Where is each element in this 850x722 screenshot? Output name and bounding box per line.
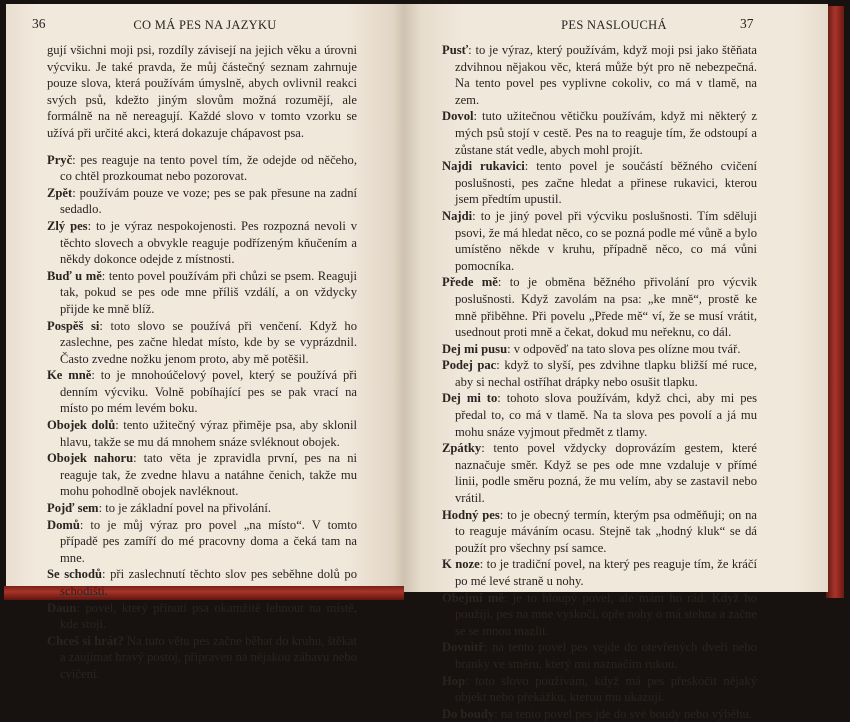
entry-separator: : xyxy=(87,218,96,233)
glossary-entry xyxy=(47,417,357,450)
entry-definition: tento povel je součástí běžného cvičení poslušnosti, pes začne hledat a přinese rukavici, kterou jsem předtím upustil. xyxy=(455,159,757,207)
glossary-entry xyxy=(47,268,357,318)
entry-term: Hop xyxy=(442,673,466,688)
entry-definition: toto slovo se používá při venčení. Když ho zaslechne, pes začne hledat místo, kde by se vyprázdnil. Často zvedne nožku jenom proto, aby mě potěšil. xyxy=(60,318,357,366)
entry-definition: tuto užitečnou větičku používám, když mi některý z mých psů stojí v cestě. Pes na to reaguje tím, že odstoupí a zůstane stát vedle, abych mohl projít. xyxy=(455,109,757,157)
entry-term: Hodný pes xyxy=(442,507,500,522)
entry-definition: na tento povel pes jde do své boudy nebo výběhu. xyxy=(500,706,752,721)
glossary-entry xyxy=(47,600,357,633)
glossary-entry xyxy=(442,507,757,557)
entry-definition: to je tradiční povel, na který pes reaguje tím, že kráčí po mé levé straně u nohy. xyxy=(455,557,757,588)
glossary-list xyxy=(47,152,357,683)
entry-definition: toto slovo používám, když má pes přeskočit nějaký objekt nebo překážku, kterou mu ukazuji. xyxy=(455,673,757,705)
entry-separator: : xyxy=(115,418,124,433)
glossary-entry xyxy=(47,500,357,517)
entry-separator: : xyxy=(102,567,111,582)
glossary-entry xyxy=(47,185,357,218)
entry-term: Zpět xyxy=(47,185,73,200)
entry-definition: tento užitečný výraz přiměje psa, aby sklonil hlavu, takže se mu dá mnohem snáze svléknout obojek. xyxy=(60,418,357,449)
entry-separator: : xyxy=(507,341,514,356)
glossary-entry xyxy=(442,108,757,158)
entry-definition: to je základní povel na přivolání. xyxy=(105,501,271,516)
entry-term: Obojek nahoru xyxy=(47,451,134,466)
entry-separator: : xyxy=(503,590,513,605)
entry-separator: : xyxy=(481,441,494,456)
entry-term: Podej pac xyxy=(442,358,497,373)
entry-term: Najdi xyxy=(442,208,473,223)
running-head: CO MÁ PES NA JAZYKU xyxy=(133,18,277,32)
entry-separator: : xyxy=(473,109,483,124)
entry-term: Se schodů xyxy=(47,567,102,582)
entry-definition: to je jiný povel při výcviku poslušnosti. Tím sděluji psovi, že má hledat něco, co se pozná podle mé vůně a bylo umístěno někde v kruhu, případně něco, co má vůni pomocníka. xyxy=(455,208,757,273)
glossary-entry xyxy=(442,341,757,358)
entry-term: Daun xyxy=(47,600,77,615)
entry-definition: to je obměna běžného přivolání pro výcvik poslušnosti. Když zavolám na psa: „ke mně“, prostě ke mně přiběhne. Při povelu „Přede mě“ ví, že se musí vrátit, usednout proti mně a čekat, dokud mu neřeknu, co dál. xyxy=(455,275,757,340)
entry-definition: v odpověď na tato slova pes olízne mou tvář. xyxy=(513,341,741,356)
entry-separator: : xyxy=(524,159,537,174)
running-head: PES NASLOUCHÁ xyxy=(561,18,667,32)
entry-term: Do boudy xyxy=(442,706,495,721)
page-body xyxy=(47,42,357,683)
entry-term: Chceš si hrát? xyxy=(47,633,124,648)
glossary-entry xyxy=(442,158,757,208)
glossary-entry xyxy=(47,517,357,567)
glossary-list xyxy=(442,42,757,722)
entry-term: Buď u mě xyxy=(47,268,102,283)
entry-separator: : xyxy=(465,673,476,688)
glossary-entry xyxy=(47,318,357,368)
entry-separator: : xyxy=(479,557,487,572)
glossary-entry xyxy=(47,218,357,268)
entry-separator: : xyxy=(483,640,493,655)
entry-definition: používám pouze ve voze; pes se pak přesune na zadní sedadlo. xyxy=(60,185,358,217)
glossary-entry xyxy=(442,706,757,722)
entry-definition: Na tuto větu pes začne běhat do kruhu, štěkat a zaujímat hravý postoj, připraven na nějakou zábavu nebo cvičení. xyxy=(60,633,357,681)
entry-separator: : xyxy=(472,208,481,223)
glossary-entry xyxy=(442,590,757,640)
glossary-entry xyxy=(442,673,757,706)
entry-separator: : xyxy=(497,391,507,406)
glossary-entry xyxy=(442,639,757,672)
glossary-entry xyxy=(47,633,357,683)
entry-separator: : xyxy=(76,600,86,615)
left-page xyxy=(6,4,404,681)
glossary-entry xyxy=(442,556,757,589)
entry-term: Pryč xyxy=(47,152,73,167)
entry-term: Zpátky xyxy=(442,441,482,456)
entry-definition: je to hloupý povel, ale mám ho rád. Když ho použiji, pes na mne vyskočí, opře nohy o má stehna a začne se se mnou mazlit. xyxy=(455,590,757,638)
glossary-entry xyxy=(442,274,757,340)
entry-definition: když to slyší, pes zdvihne tlapku bližší mé ruce, aby si nechal ostříhat drápky nebo osušit tlapku. xyxy=(455,358,757,389)
entry-separator: : xyxy=(468,43,476,57)
entry-term: Ke mně xyxy=(47,368,92,383)
entry-term: K noze xyxy=(442,557,480,572)
entry-separator: : xyxy=(72,152,81,167)
entry-definition: na tento povel pes vejde do otevřených dveří nebo branky ve směru, který mu naznačím rukou. xyxy=(455,640,757,671)
entry-separator: : xyxy=(496,358,505,373)
entry-separator: : xyxy=(494,706,501,721)
entry-term: Pospěš si xyxy=(47,318,100,333)
entry-separator: : xyxy=(101,268,109,283)
entry-definition: tento povel používám při chůzi se psem. Reaguji tak, pokud se pes ode mne příliš vzdálí, a on vždycky přijde ke mně blíž. xyxy=(60,268,357,316)
entry-separator: : xyxy=(497,275,510,290)
glossary-entry xyxy=(442,208,757,274)
glossary-entry xyxy=(47,450,357,500)
glossary-entry xyxy=(442,42,757,108)
entry-separator: : xyxy=(99,318,111,333)
entry-separator: : xyxy=(79,517,91,532)
entry-separator: : xyxy=(72,185,80,200)
glossary-entry xyxy=(442,357,757,390)
page-number: 36 xyxy=(32,16,46,31)
entry-definition: tohoto slova používám, když chci, aby mi pes předal to, co má v tlamě. Na ta slova pes povolí a já mu mohu snáze vyjmout předmět z tlamy. xyxy=(455,391,757,439)
glossary-entry xyxy=(47,367,357,417)
entry-separator: : xyxy=(91,368,101,383)
entry-term: Pusť xyxy=(442,43,469,57)
glossary-entry xyxy=(47,152,357,185)
book-cover-edge-right xyxy=(826,6,844,598)
entry-definition: to je mnohoúčelový povel, který se používá při denním výcviku. Volně pobíhající pes se pak vrací na místo po mém levém boku. xyxy=(60,368,358,416)
entry-definition: to je výraz, který používám, když moji psi jako štěňata zdvihnou nějakou věc, která může být pro ně nebezpečná. Na tento povel pes vyplivne cokoliv, co má v tlamě, na zem. xyxy=(455,43,758,107)
entry-term: Dej mi to xyxy=(442,391,498,406)
entry-definition: to je výraz nespokojenosti. Pes rozpozná nevoli v těchto slovech a obvykle reaguje podřízeným kňučením a někdy dokonce odejde z místnosti. xyxy=(60,218,357,267)
glossary-entry xyxy=(442,390,757,440)
right-page xyxy=(404,4,828,721)
entry-definition: tato věta je zpravidla první, pes na ni reaguje tak, že zvedne hlavu a natáhne čenich, takže mu mohu pohodlně obojek navléknout. xyxy=(60,451,357,499)
entry-definition: při zaslechnutí těchto slov pes seběhne dolů po schodišti. xyxy=(60,567,357,598)
entry-term: Obejmi mě xyxy=(442,590,504,605)
entry-definition: povel, který přinutí psa okamžitě lehnout na místě, kde stojí. xyxy=(60,600,357,632)
entry-term: Najdi rukavici xyxy=(442,159,525,174)
entry-separator: : xyxy=(133,451,144,466)
intro-paragraph: gují všichni moji psi, rozdíly závisejí na jejich věku a úrovni výcviku. Je také pravda, že můj částečný seznam zahrnuje pouze slova, která používám úmyslně, abych ovlivnil reakci svých psů, kdežto jiným slovům možná rozumějí, ale formálně na ně nereagují. Každé slovo v tomto vzorku se užívá při určité akci, která dokazuje chápavost psa. xyxy=(47,43,357,140)
page-number: 37 xyxy=(740,16,754,31)
entry-term: Domů xyxy=(47,517,80,532)
glossary-entry xyxy=(47,566,357,599)
entry-term: Zlý pes xyxy=(47,218,88,233)
entry-term: Obojek dolů xyxy=(47,418,116,433)
glossary-entry xyxy=(442,440,757,506)
entry-definition: pes reaguje na tento povel tím, že odejde od něčeho, co chtěl prozkoumat nebo pozorovat. xyxy=(60,152,357,184)
entry-term: Přede mě xyxy=(442,275,498,290)
entry-term: Dej mi pusu xyxy=(442,341,508,356)
entry-separator: : xyxy=(499,507,508,522)
entry-definition: to je můj výraz pro povel „na místo“. V tomto případě pes zamíří do mé pracovny doma a čeká tam na mne. xyxy=(60,517,357,565)
entry-term: Pojď sem xyxy=(47,501,99,516)
entry-separator: : xyxy=(98,501,106,516)
entry-definition: tento povel vždycky doprovázím gestem, které naznačuje směr. Když se pes ode mne vzdaluje v přímé linii, podle směru pozná, že mu velím, aby se zastavil nebo vrátil. xyxy=(455,441,757,506)
entry-term: Dovol xyxy=(442,109,474,124)
entry-term: Dovnitř xyxy=(442,640,484,655)
entry-definition: to je obecný termín, kterým psa odměňuji; on na to reaguje máváním ocasu. Stejně tak „hodný kluk“ se dá použít pro všechny psí samce. xyxy=(455,507,757,555)
page-body xyxy=(442,42,757,722)
